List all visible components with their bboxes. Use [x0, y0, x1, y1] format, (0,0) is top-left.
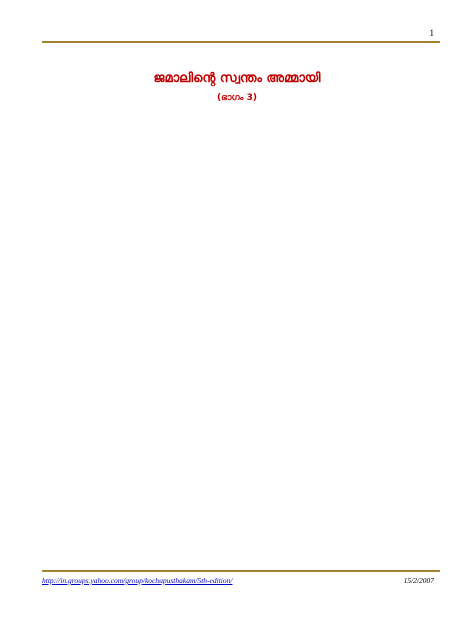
- text-line: [42, 166, 440, 179]
- story-title: ജമാലിന്റെ സ്വന്തം അമ്മായി: [153, 71, 321, 86]
- part-label: (ഭാഗം 3): [217, 93, 257, 103]
- text-line: [42, 126, 440, 139]
- text-line: [42, 549, 440, 562]
- text-line: [42, 113, 440, 126]
- text-line: [42, 589, 440, 602]
- text-line: [42, 179, 440, 192]
- text-line: [42, 324, 440, 337]
- text-line: [42, 298, 440, 311]
- text-line: [42, 258, 440, 271]
- group-link[interactable]: http://in.groups.yahoo.com/group/kochupusthakam/5th-edition/: [42, 576, 233, 585]
- footer-date: 15/2/2007: [403, 576, 434, 585]
- text-line: [42, 430, 440, 443]
- page-number: 1: [429, 28, 434, 38]
- text-line: [42, 536, 440, 549]
- paragraph: [42, 417, 440, 615]
- text-line: [42, 496, 440, 509]
- text-line: [42, 509, 440, 522]
- text-line: [42, 483, 440, 496]
- text-line: [42, 523, 440, 536]
- text-line: [42, 364, 440, 377]
- text-line: [42, 417, 440, 430]
- text-line: [42, 153, 440, 166]
- text-line: [42, 337, 440, 350]
- text-line: [42, 139, 440, 152]
- footer-rule: [42, 570, 440, 572]
- text-line: [42, 205, 440, 218]
- text-line: [42, 350, 440, 363]
- paragraph: [42, 113, 440, 403]
- text-line: [42, 377, 440, 390]
- text-line: [42, 245, 440, 258]
- story-body: [42, 113, 440, 629]
- text-line: [42, 444, 440, 457]
- text-line: [42, 232, 440, 245]
- text-line: [42, 562, 440, 575]
- text-line: [42, 271, 440, 284]
- text-line: [42, 457, 440, 470]
- text-line: [42, 284, 440, 297]
- text-line: [42, 470, 440, 483]
- text-line: [42, 311, 440, 324]
- header-rule: [42, 41, 440, 43]
- text-line: [42, 219, 440, 232]
- text-line: [42, 390, 440, 403]
- text-line: [42, 192, 440, 205]
